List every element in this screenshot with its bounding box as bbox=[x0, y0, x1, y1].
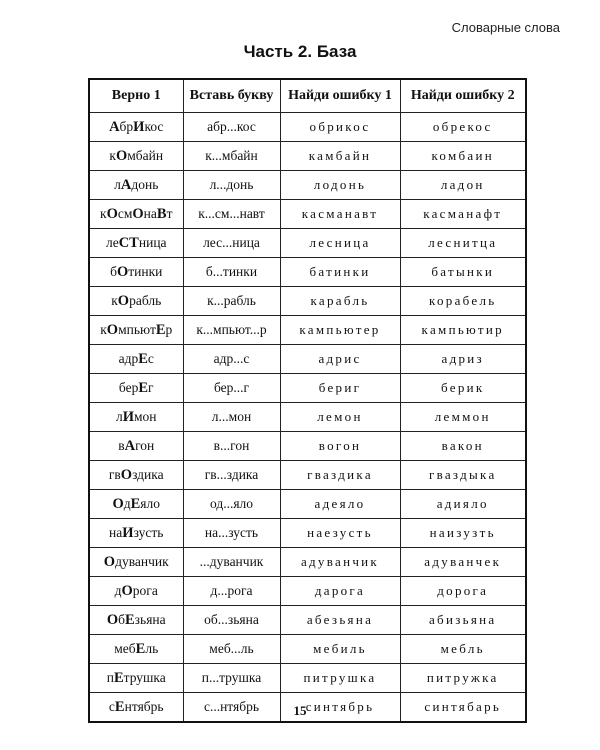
cell-find-error-1: лесница bbox=[280, 229, 400, 258]
cell-find-error-2: адияло bbox=[400, 490, 526, 519]
table-row bbox=[89, 142, 526, 171]
cell-correct-word: берЕг bbox=[89, 374, 183, 403]
cell-correct-word: Одуванчик bbox=[89, 548, 183, 577]
cell-correct-word: дОрога bbox=[89, 577, 183, 606]
table-row bbox=[89, 519, 526, 548]
cell-insert-letter: адр...с bbox=[183, 345, 280, 374]
column-header-correct: Верно 1 bbox=[89, 79, 183, 113]
cell-find-error-2: наизузть bbox=[400, 519, 526, 548]
cell-find-error-1: питрушка bbox=[280, 664, 400, 693]
cell-find-error-1: касманавт bbox=[280, 200, 400, 229]
cell-find-error-2: ладон bbox=[400, 171, 526, 200]
cell-insert-letter: с...нтябрь bbox=[183, 693, 280, 723]
cell-insert-letter: д...рога bbox=[183, 577, 280, 606]
cell-find-error-2: батынки bbox=[400, 258, 526, 287]
cell-find-error-2: гваздыка bbox=[400, 461, 526, 490]
cell-find-error-2: абизьяна bbox=[400, 606, 526, 635]
cell-correct-word: кОрабль bbox=[89, 287, 183, 316]
cell-find-error-1: лемон bbox=[280, 403, 400, 432]
page-number: 15 bbox=[293, 703, 307, 718]
cell-find-error-1: лодонь bbox=[280, 171, 400, 200]
table-header-row bbox=[89, 79, 526, 113]
running-header: Словарные слова bbox=[451, 20, 560, 35]
cell-find-error-2: мебль bbox=[400, 635, 526, 664]
column-header-error-2: Найди ошибку 2 bbox=[400, 79, 526, 113]
cell-correct-word: АбрИкос bbox=[89, 113, 183, 142]
cell-find-error-1: наезусть bbox=[280, 519, 400, 548]
table-row bbox=[89, 287, 526, 316]
cell-find-error-2: берик bbox=[400, 374, 526, 403]
cell-find-error-2: корабель bbox=[400, 287, 526, 316]
cell-correct-word: лАдонь bbox=[89, 171, 183, 200]
cell-find-error-1: абезьяна bbox=[280, 606, 400, 635]
cell-correct-word: лИмон bbox=[89, 403, 183, 432]
table-row bbox=[89, 113, 526, 142]
table-row bbox=[89, 229, 526, 258]
cell-insert-letter: на...зусть bbox=[183, 519, 280, 548]
cell-find-error-2: касманафт bbox=[400, 200, 526, 229]
table-row bbox=[89, 345, 526, 374]
table-row bbox=[89, 606, 526, 635]
cell-correct-word: мебЕль bbox=[89, 635, 183, 664]
cell-find-error-2: леснитца bbox=[400, 229, 526, 258]
cell-insert-letter: абр...кос bbox=[183, 113, 280, 142]
cell-find-error-2: комбаин bbox=[400, 142, 526, 171]
cell-find-error-1: синтябрь bbox=[280, 693, 400, 723]
cell-find-error-1: мебиль bbox=[280, 635, 400, 664]
cell-correct-word: ОдЕяло bbox=[89, 490, 183, 519]
cell-correct-word: адрЕс bbox=[89, 345, 183, 374]
cell-find-error-1: вогон bbox=[280, 432, 400, 461]
cell-find-error-1: камбайн bbox=[280, 142, 400, 171]
cell-correct-word: кОсмОнаВт bbox=[89, 200, 183, 229]
cell-insert-letter: об...зьяна bbox=[183, 606, 280, 635]
cell-correct-word: наИзусть bbox=[89, 519, 183, 548]
cell-find-error-1: батинки bbox=[280, 258, 400, 287]
cell-find-error-1: адуванчик bbox=[280, 548, 400, 577]
cell-correct-word: пЕтрушка bbox=[89, 664, 183, 693]
cell-find-error-1: обрикос bbox=[280, 113, 400, 142]
cell-insert-letter: л...донь bbox=[183, 171, 280, 200]
table-row bbox=[89, 403, 526, 432]
cell-insert-letter: бер...г bbox=[183, 374, 280, 403]
table-row bbox=[89, 461, 526, 490]
cell-correct-word: ОбЕзьяна bbox=[89, 606, 183, 635]
cell-find-error-2: питружка bbox=[400, 664, 526, 693]
cell-insert-letter: к...см...навт bbox=[183, 200, 280, 229]
cell-insert-letter: к...мбайн bbox=[183, 142, 280, 171]
cell-insert-letter: ...дуванчик bbox=[183, 548, 280, 577]
cell-correct-word: кОмпьютЕр bbox=[89, 316, 183, 345]
cell-insert-letter: од...яло bbox=[183, 490, 280, 519]
cell-find-error-1: кампьютер bbox=[280, 316, 400, 345]
cell-find-error-1: адрис bbox=[280, 345, 400, 374]
cell-correct-word: кОмбайн bbox=[89, 142, 183, 171]
cell-insert-letter: л...мон bbox=[183, 403, 280, 432]
cell-correct-word: сЕнтябрь bbox=[89, 693, 183, 723]
cell-insert-letter: в...гон bbox=[183, 432, 280, 461]
cell-insert-letter: к...мпьют...р bbox=[183, 316, 280, 345]
cell-find-error-1: гваздика bbox=[280, 461, 400, 490]
table-row bbox=[89, 200, 526, 229]
cell-find-error-1: адеяло bbox=[280, 490, 400, 519]
vocabulary-table bbox=[88, 78, 527, 723]
cell-find-error-2: синтябарь bbox=[400, 693, 526, 723]
cell-correct-word: вАгон bbox=[89, 432, 183, 461]
cell-insert-letter: лес...ница bbox=[183, 229, 280, 258]
table-row bbox=[89, 432, 526, 461]
cell-find-error-2: обрекос bbox=[400, 113, 526, 142]
column-header-insert: Вставь букву bbox=[183, 79, 280, 113]
cell-find-error-2: кампьютир bbox=[400, 316, 526, 345]
cell-insert-letter: к...рабль bbox=[183, 287, 280, 316]
cell-find-error-1: бериг bbox=[280, 374, 400, 403]
cell-find-error-1: карабль bbox=[280, 287, 400, 316]
page-title: Часть 2. База bbox=[243, 42, 357, 61]
table-row bbox=[89, 490, 526, 519]
table-row bbox=[89, 258, 526, 287]
cell-correct-word: бОтинки bbox=[89, 258, 183, 287]
cell-find-error-2: вакон bbox=[400, 432, 526, 461]
column-header-error-1: Найди ошибку 1 bbox=[280, 79, 400, 113]
cell-find-error-2: дорога bbox=[400, 577, 526, 606]
table-row bbox=[89, 664, 526, 693]
table-row bbox=[89, 171, 526, 200]
cell-insert-letter: меб...ль bbox=[183, 635, 280, 664]
cell-find-error-2: адриз bbox=[400, 345, 526, 374]
cell-find-error-2: леммон bbox=[400, 403, 526, 432]
table-row bbox=[89, 374, 526, 403]
cell-correct-word: леСТница bbox=[89, 229, 183, 258]
cell-insert-letter: гв...здика bbox=[183, 461, 280, 490]
cell-insert-letter: б...тинки bbox=[183, 258, 280, 287]
cell-find-error-2: адуванчек bbox=[400, 548, 526, 577]
table-row bbox=[89, 316, 526, 345]
table-row bbox=[89, 577, 526, 606]
cell-find-error-1: дарога bbox=[280, 577, 400, 606]
table-row bbox=[89, 548, 526, 577]
table-body bbox=[89, 113, 526, 723]
cell-insert-letter: п...трушка bbox=[183, 664, 280, 693]
cell-correct-word: гвОздика bbox=[89, 461, 183, 490]
table-row bbox=[89, 635, 526, 664]
